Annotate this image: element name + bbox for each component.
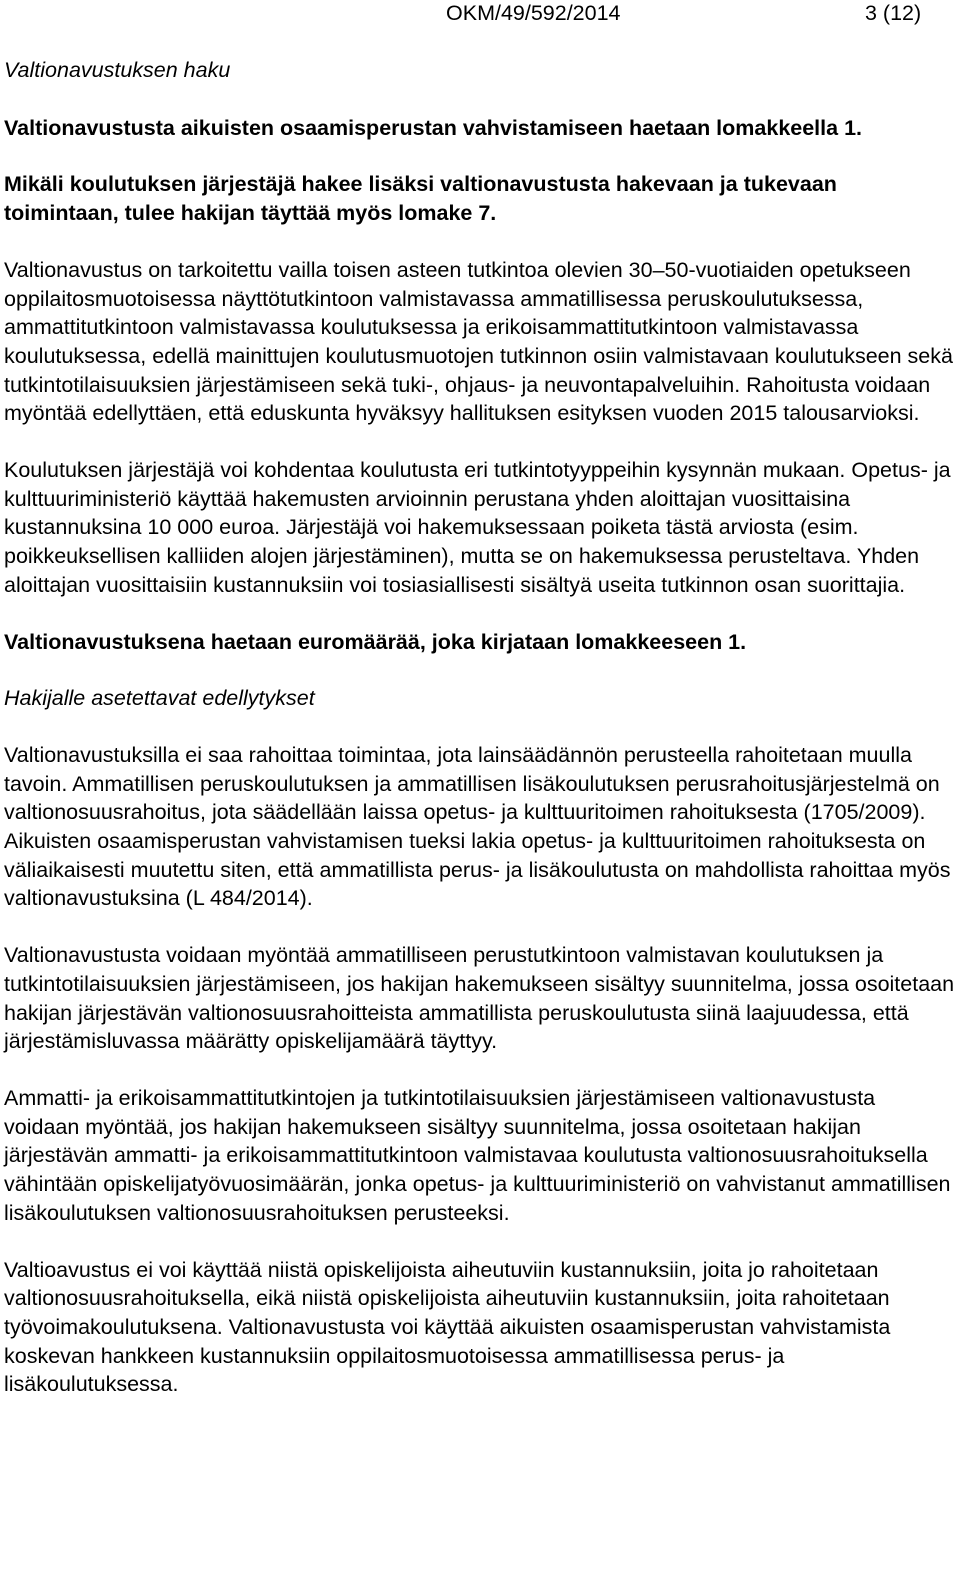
paragraph-kayttorajoitus: Valtioavustus ei voi käyttää niistä opiskelijoista aiheutuviin kustannuksiin, joita jo rahoitetaan valtionosuusrahoituksella, eikä niistä opiskelijoista aiheutuviin kustannuksiin, joita rahoitetaan työvoimakoulutuksena. Valtionavustusta voi käyttää aikuisten osaamisperustan vahvistamista koskevan hankkeen kustannuksiin oppilaitosmuotoisessa ammatillisessa perus- ja lisäkoulutuksessa. [4,1257,891,1397]
document-body [4,56,956,1399]
paragraph-rahoitus: Valtionavustuksilla ei saa rahoittaa toimintaa, jota lainsäädännön perusteella rahoitetaan muulla tavoin. Ammatillisen peruskoulutuksen ja ammatillisen lisäkoulutuksen perusrahoitusjärjestelmä on valtionosuusrahoitus, jota säädellään laissa opetus- ja kulttuuritoimen rahoituksesta (1705/2009). Aikuisten osaamisperustan vahvistamisen tueksi lakia opetus- ja kulttuuritoimen rahoituksesta on väliaikaisesti muutettu siten, että ammatillista perus- ja lisäkoulutusta on mahdollista rahoittaa myös valtionavustuksina (L 484/2014). [4,742,951,911]
paragraph-tarkoitus: Valtionavustus on tarkoitettu vailla toisen asteen tutkintoa olevien 30–50-vuotiaiden opetukseen oppilaitosmuotoisessa näyttötutkintoon valmistavassa ammatillisessa peruskoulutuksessa, ammattitutkintoon valmistavassa koulutuksessa ja erikoisammattitutkintoon valmistavassa koulutuksessa, edellä mainittujen koulutusmuotojen tutkinnon osiin valmistavaan koulutukseen sekä tutkintotilaisuuksien järjestämiseen sekä tuki-, ohjaus- ja neuvontapalveluihin. Rahoitusta voidaan myöntää edellyttäen, että eduskunta hyväksyy hallituksen esityksen vuoden 2015 talousarvioksi. [4,257,953,426]
page-header [0,0,960,30]
bold-paragraph-euromaara: Valtionavustuksena haetaan euromäärää, joka kirjataan lomakkeeseen 1. [4,629,747,654]
paragraph-ammattitutkinnot: Ammatti- ja erikoisammattitutkintojen ja tutkintotilaisuuksien järjestämiseen valtionavustusta voidaan myöntää, jos hakijan hakemukseen sisältyy suunnitelma, jossa osoitetaan hakijan järjestävän ammatti- ja erikoisammattitutkintoon valmistavaa koulutusta valtionosuusrahoituksella vähintään opiskelijatyövuosimäärän, jonka opetus- ja kulttuuriministeriö on vahvistanut ammatillisen lisäkoulutuksen valtionosuusrahoituksen perusteeksi. [4,1085,951,1225]
bold-paragraph-lomake-7: Mikäli koulutuksen järjestäjä hakee lisäksi valtionavustusta hakevaan ja tukevaan toimintaan, tulee hakijan täyttää myös lomake 7. [4,172,837,226]
document-reference: OKM/49/592/2014 [446,1,621,25]
section-heading-edellytykset: Hakijalle asetettavat edellytykset [4,686,315,711]
bold-paragraph-lomake-1: Valtionavustusta aikuisten osaamisperustan vahvistamiseen haetaan lomakkeella 1. [4,115,862,140]
paragraph-kohdentaminen: Koulutuksen järjestäjä voi kohdentaa koulutusta eri tutkintotyyppeihin kysynnän mukaan. Opetus- ja kulttuuriministeriö käyttää hakemusten arvioinnin perustana yhden aloittajan vuosittaisina kustannuksina 10 000 euroa. Järjestäjä voi hakemuksessaan poiketa tästä arviosta (esim. poikkeuksellisen kalliiden alojen järjestäminen), mutta se on hakemuksessa perusteltava. Yhden aloittajan vuosittaisiin kustannuksiin voi tosiasiallisesti sisältyä useita tutkinnon osan suorittajia. [4,458,951,597]
paragraph-perustutkinto: Valtionavustusta voidaan myöntää ammatilliseen perustutkintoon valmistavan koulutuksen ja tutkintotilaisuuksien järjestämiseen, jos hakijan hakemukseen sisältyy suunnitelma, jossa osoitetaan hakijan järjestävän valtionosuusrahoitteista ammatillista peruskoulutusta siinä laajuudessa, että järjestämisluvassa määrätty opiskelijamäärä täyttyy. [4,943,955,1054]
page-number: 3 (12) [865,1,922,25]
section-heading-haku: Valtionavustuksen haku [4,58,231,82]
